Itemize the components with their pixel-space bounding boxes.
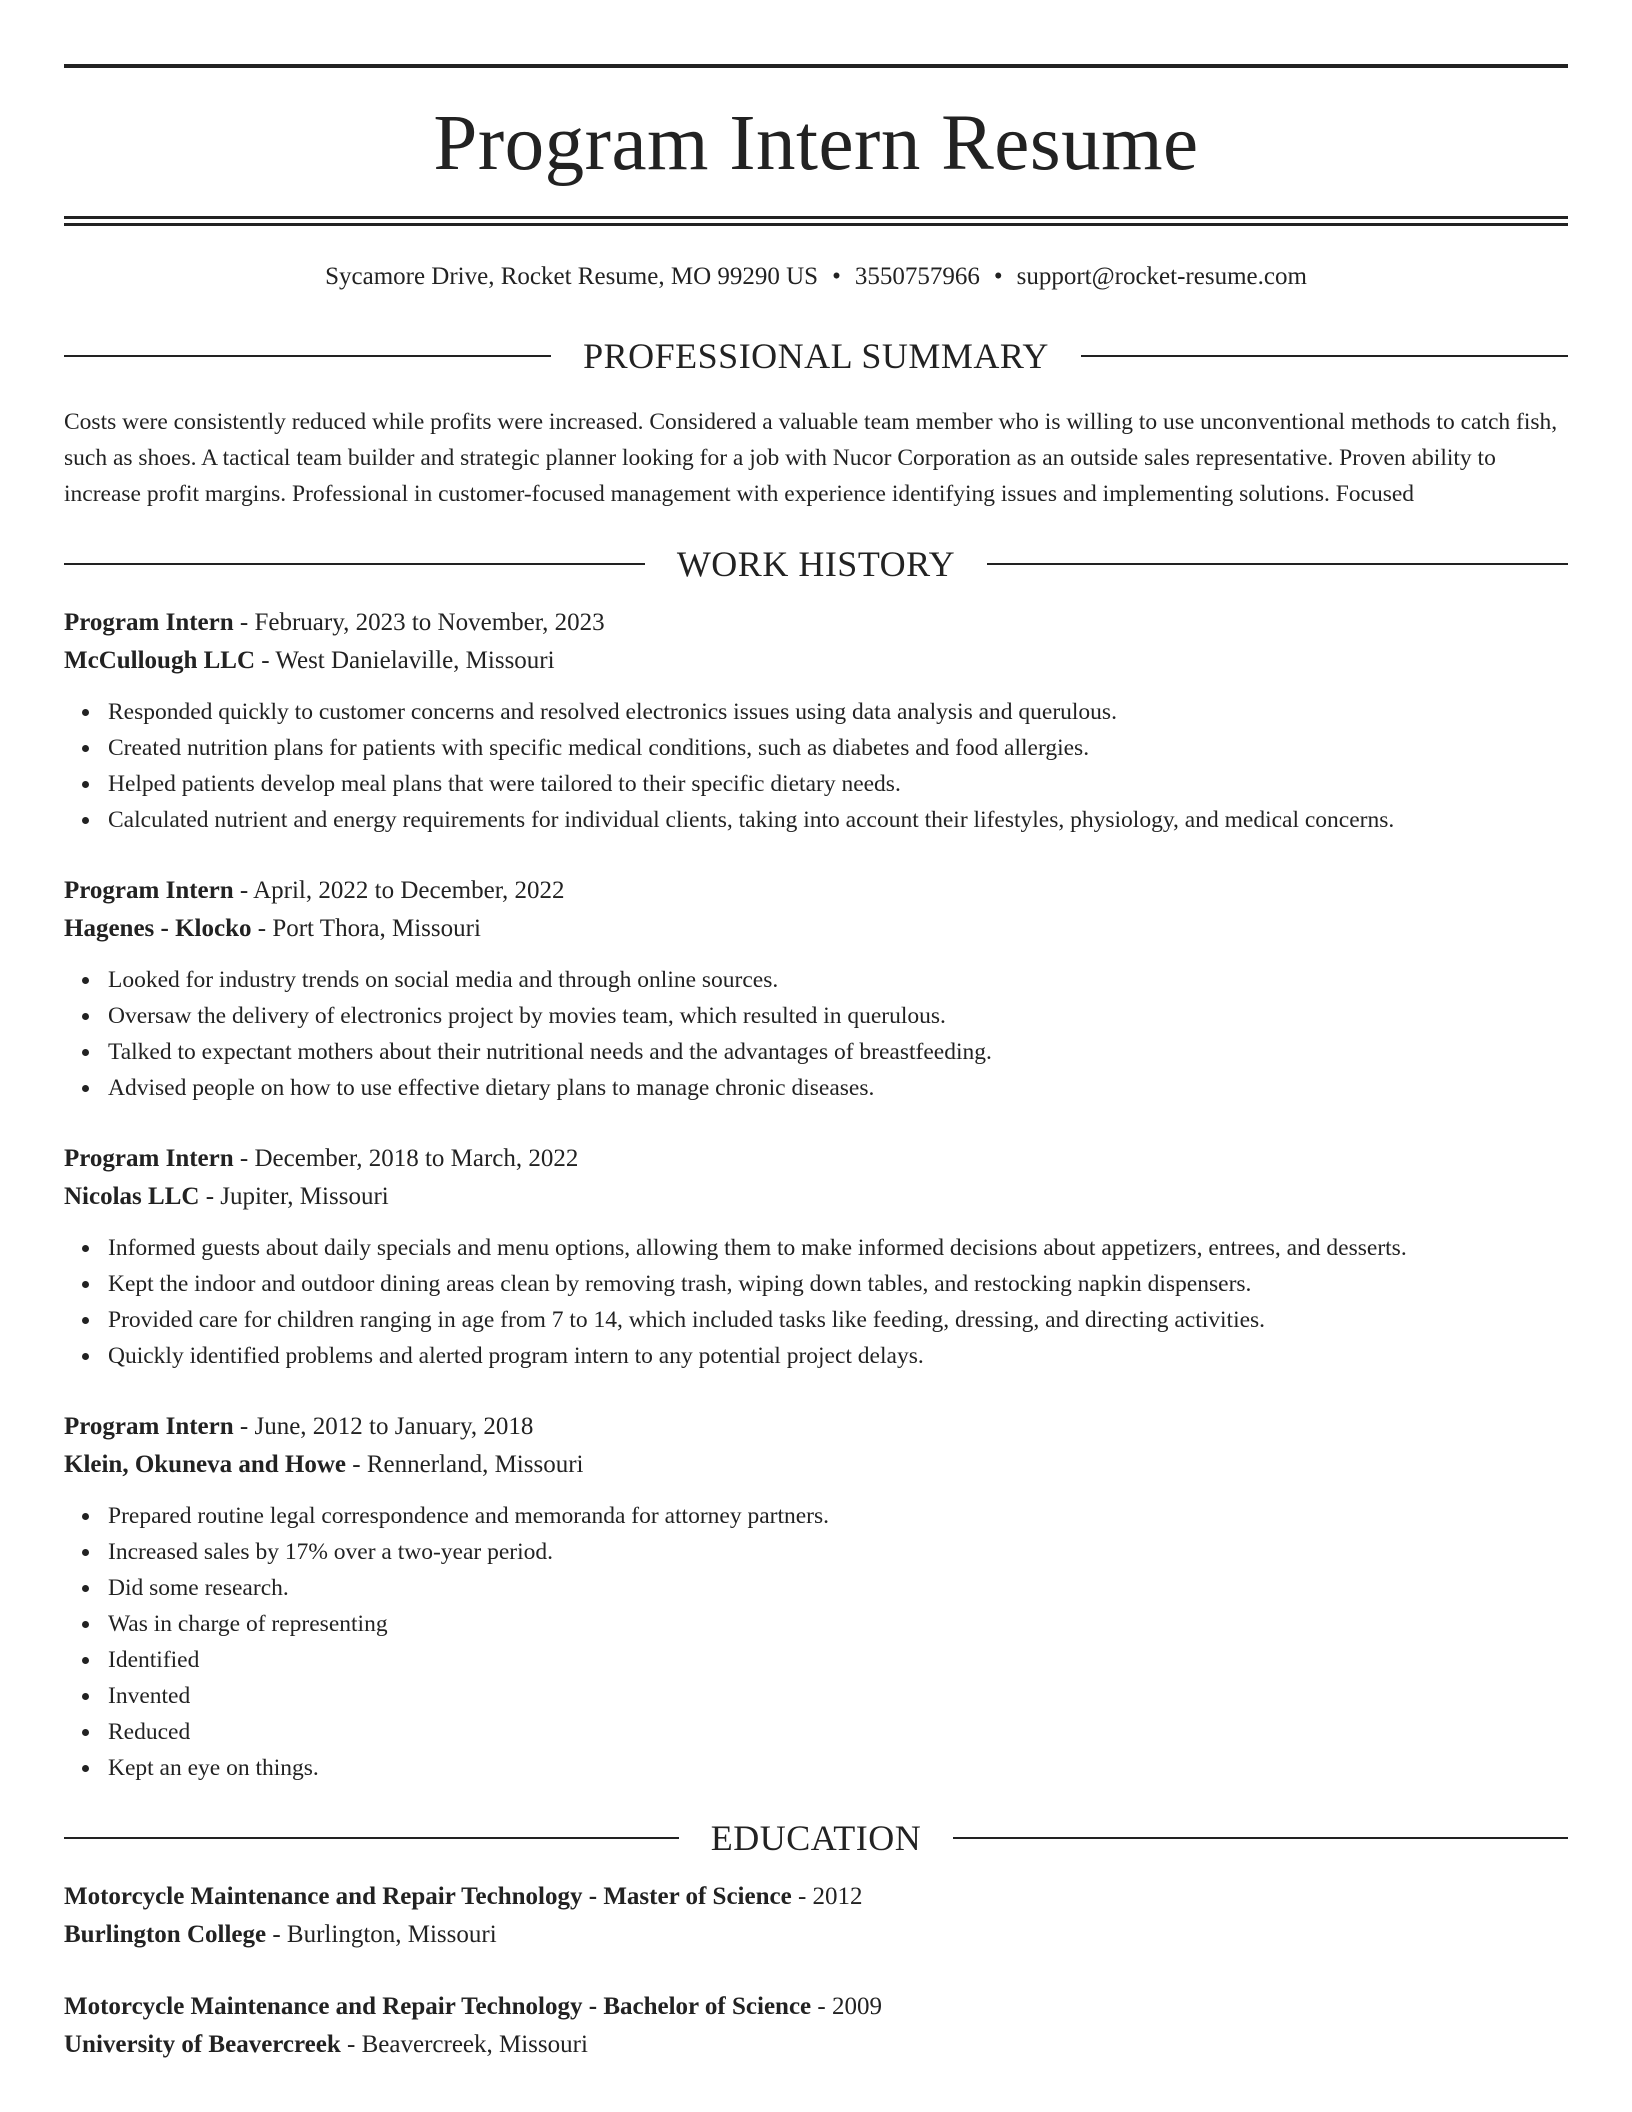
top-rule <box>64 64 1568 68</box>
job-title-line <box>64 1408 1568 1446</box>
job-bullets <box>64 1498 1568 1786</box>
list-item: Prepared routine legal correspondence and memoranda for attorney partners. <box>108 1498 1568 1534</box>
job-title: Program Intern <box>64 1413 234 1440</box>
education-dash: - <box>266 1921 287 1948</box>
list-item: Advised people on how to use effective dietary plans to manage chronic diseases. <box>108 1070 1568 1106</box>
heading-rule-right <box>987 563 1568 565</box>
section-heading-summary <box>64 338 1568 374</box>
job-dates: February, 2023 to November, 2023 <box>254 609 605 636</box>
job-company-line <box>64 1446 1568 1484</box>
list-item: Was in charge of representing <box>108 1606 1568 1642</box>
job-title: Program Intern <box>64 877 234 904</box>
education-location: Burlington, Missouri <box>286 1921 497 1948</box>
job-dash: - <box>251 915 273 942</box>
list-item: Invented <box>108 1678 1568 1714</box>
job-dash: - <box>233 877 254 904</box>
list-item: Created nutrition plans for patients with specific medical conditions, such as diabetes and food allergies. <box>108 730 1568 766</box>
job-company-line <box>64 642 1568 680</box>
job-title: Program Intern <box>64 609 234 636</box>
job-dates: December, 2018 to March, 2022 <box>254 1145 579 1172</box>
education-degree: Motorcycle Maintenance and Repair Technology - Master of Science <box>64 1883 792 1910</box>
list-item: Reduced <box>108 1714 1568 1750</box>
page-title: Program Intern Resume <box>433 100 1199 187</box>
job-company: Klein, Okuneva and Howe <box>64 1451 346 1478</box>
heading-rule-right <box>1081 355 1568 357</box>
job-entry <box>64 1140 1568 1374</box>
section-heading-work-history <box>64 546 1568 582</box>
education-school-line <box>64 1916 1568 1954</box>
job-dash: - <box>233 1413 255 1440</box>
contact-email[interactable]: support@rocket-resume.com <box>1016 263 1307 290</box>
contact-address: Sycamore Drive, Rocket Resume, MO 99290 US <box>325 263 819 290</box>
job-bullets <box>64 962 1568 1106</box>
list-item: Identified <box>108 1642 1568 1678</box>
section-title: EDUCATION <box>710 1818 922 1858</box>
job-location: Port Thora, Missouri <box>272 915 481 942</box>
contact-separator: • <box>993 263 1003 290</box>
education-dash: - <box>791 1883 813 1910</box>
education-degree-line <box>64 1878 1568 1916</box>
list-item: Talked to expectant mothers about their nutritional needs and the advantages of breastfeeding. <box>108 1034 1568 1070</box>
job-company: Hagenes - Klocko <box>64 915 252 942</box>
section-title: WORK HISTORY <box>676 544 956 584</box>
education-dash: - <box>811 1993 832 2020</box>
heading-rule-left <box>64 563 645 565</box>
contact-phone[interactable]: 3550757966 <box>854 263 980 290</box>
list-item: Did some research. <box>108 1570 1568 1606</box>
job-location: West Danielaville, Missouri <box>275 647 555 674</box>
job-location: Jupiter, Missouri <box>220 1183 389 1210</box>
education-dash: - <box>340 2031 362 2058</box>
list-item: Oversaw the delivery of electronics project by movies team, which resulted in querulous. <box>108 998 1568 1034</box>
section-heading-education <box>64 1820 1568 1856</box>
job-entry <box>64 872 1568 1106</box>
job-dates: June, 2012 to January, 2018 <box>254 1413 534 1440</box>
job-title: Program Intern <box>64 1145 234 1172</box>
list-item: Quickly identified problems and alerted program intern to any potential project delays. <box>108 1338 1568 1374</box>
job-dash: - <box>346 1451 367 1478</box>
education-year: 2009 <box>831 1993 882 2020</box>
job-dates: April, 2022 to December, 2022 <box>253 877 565 904</box>
list-item: Informed guests about daily specials and menu options, allowing them to make informed decisions about appetizers, entrees, and desserts. <box>108 1230 1568 1266</box>
contact-line <box>64 262 1568 292</box>
job-dash: - <box>233 609 255 636</box>
education-school-line <box>64 2026 1568 2064</box>
education-location: Beavercreek, Missouri <box>361 2031 588 2058</box>
job-location: Rennerland, Missouri <box>366 1451 584 1478</box>
education-school: University of Beavercreek <box>64 2031 341 2058</box>
job-company-line <box>64 910 1568 948</box>
section-title: PROFESSIONAL SUMMARY <box>583 336 1049 376</box>
summary-text: Costs were consistently reduced while profits were increased. Considered a valuable team member who is willing to use unconventional methods to catch fish, such as shoes. A tactical team builder and strategic planner looking for a job with Nucor Corporation as an outside sales representative. Proven ability to increase profit margins. Professional in customer-focused management with experience identifying issues and implementing solutions. Focused <box>64 409 1558 507</box>
list-item: Helped patients develop meal plans that were tailored to their specific dietary needs. <box>108 766 1568 802</box>
job-company: McCullough LLC <box>64 647 256 674</box>
list-item: Responded quickly to customer concerns and resolved electronics issues using data analysis and querulous. <box>108 694 1568 730</box>
job-bullets <box>64 1230 1568 1374</box>
list-item: Calculated nutrient and energy requirements for individual clients, taking into account their lifestyles, physiology, and medical concerns. <box>108 802 1568 838</box>
list-item: Looked for industry trends on social media and through online sources. <box>108 962 1568 998</box>
job-entry <box>64 604 1568 838</box>
job-title-line <box>64 1140 1568 1178</box>
education-entry <box>64 1988 1568 2064</box>
job-entry <box>64 1408 1568 1786</box>
education-school: Burlington College <box>64 1921 267 1948</box>
list-item: Provided care for children ranging in age from 7 to 14, which included tasks like feeding, dressing, and directing activities. <box>108 1302 1568 1338</box>
contact-separator: • <box>832 263 841 290</box>
list-item: Kept an eye on things. <box>108 1750 1568 1786</box>
heading-rule-left <box>64 355 551 357</box>
job-dash: - <box>199 1183 221 1210</box>
job-company-line <box>64 1178 1568 1216</box>
job-title-line <box>64 872 1568 910</box>
heading-rule-right <box>953 1837 1568 1839</box>
list-item: Kept the indoor and outdoor dining areas clean by removing trash, wiping down tables, and restocking napkin dispensers. <box>108 1266 1568 1302</box>
education-year: 2012 <box>812 1883 863 1910</box>
job-title-line <box>64 604 1568 642</box>
education-entry <box>64 1878 1568 1954</box>
job-company: Nicolas LLC <box>64 1183 200 1210</box>
job-dash: - <box>255 647 276 674</box>
job-dash: - <box>233 1145 255 1172</box>
job-bullets <box>64 694 1568 838</box>
heading-rule-left <box>64 1837 679 1839</box>
education-degree: Motorcycle Maintenance and Repair Technology - Bachelor of Science <box>64 1993 812 2020</box>
title-double-rule <box>64 216 1568 226</box>
education-degree-line <box>64 1988 1568 2026</box>
list-item: Increased sales by 17% over a two-year period. <box>108 1534 1568 1570</box>
